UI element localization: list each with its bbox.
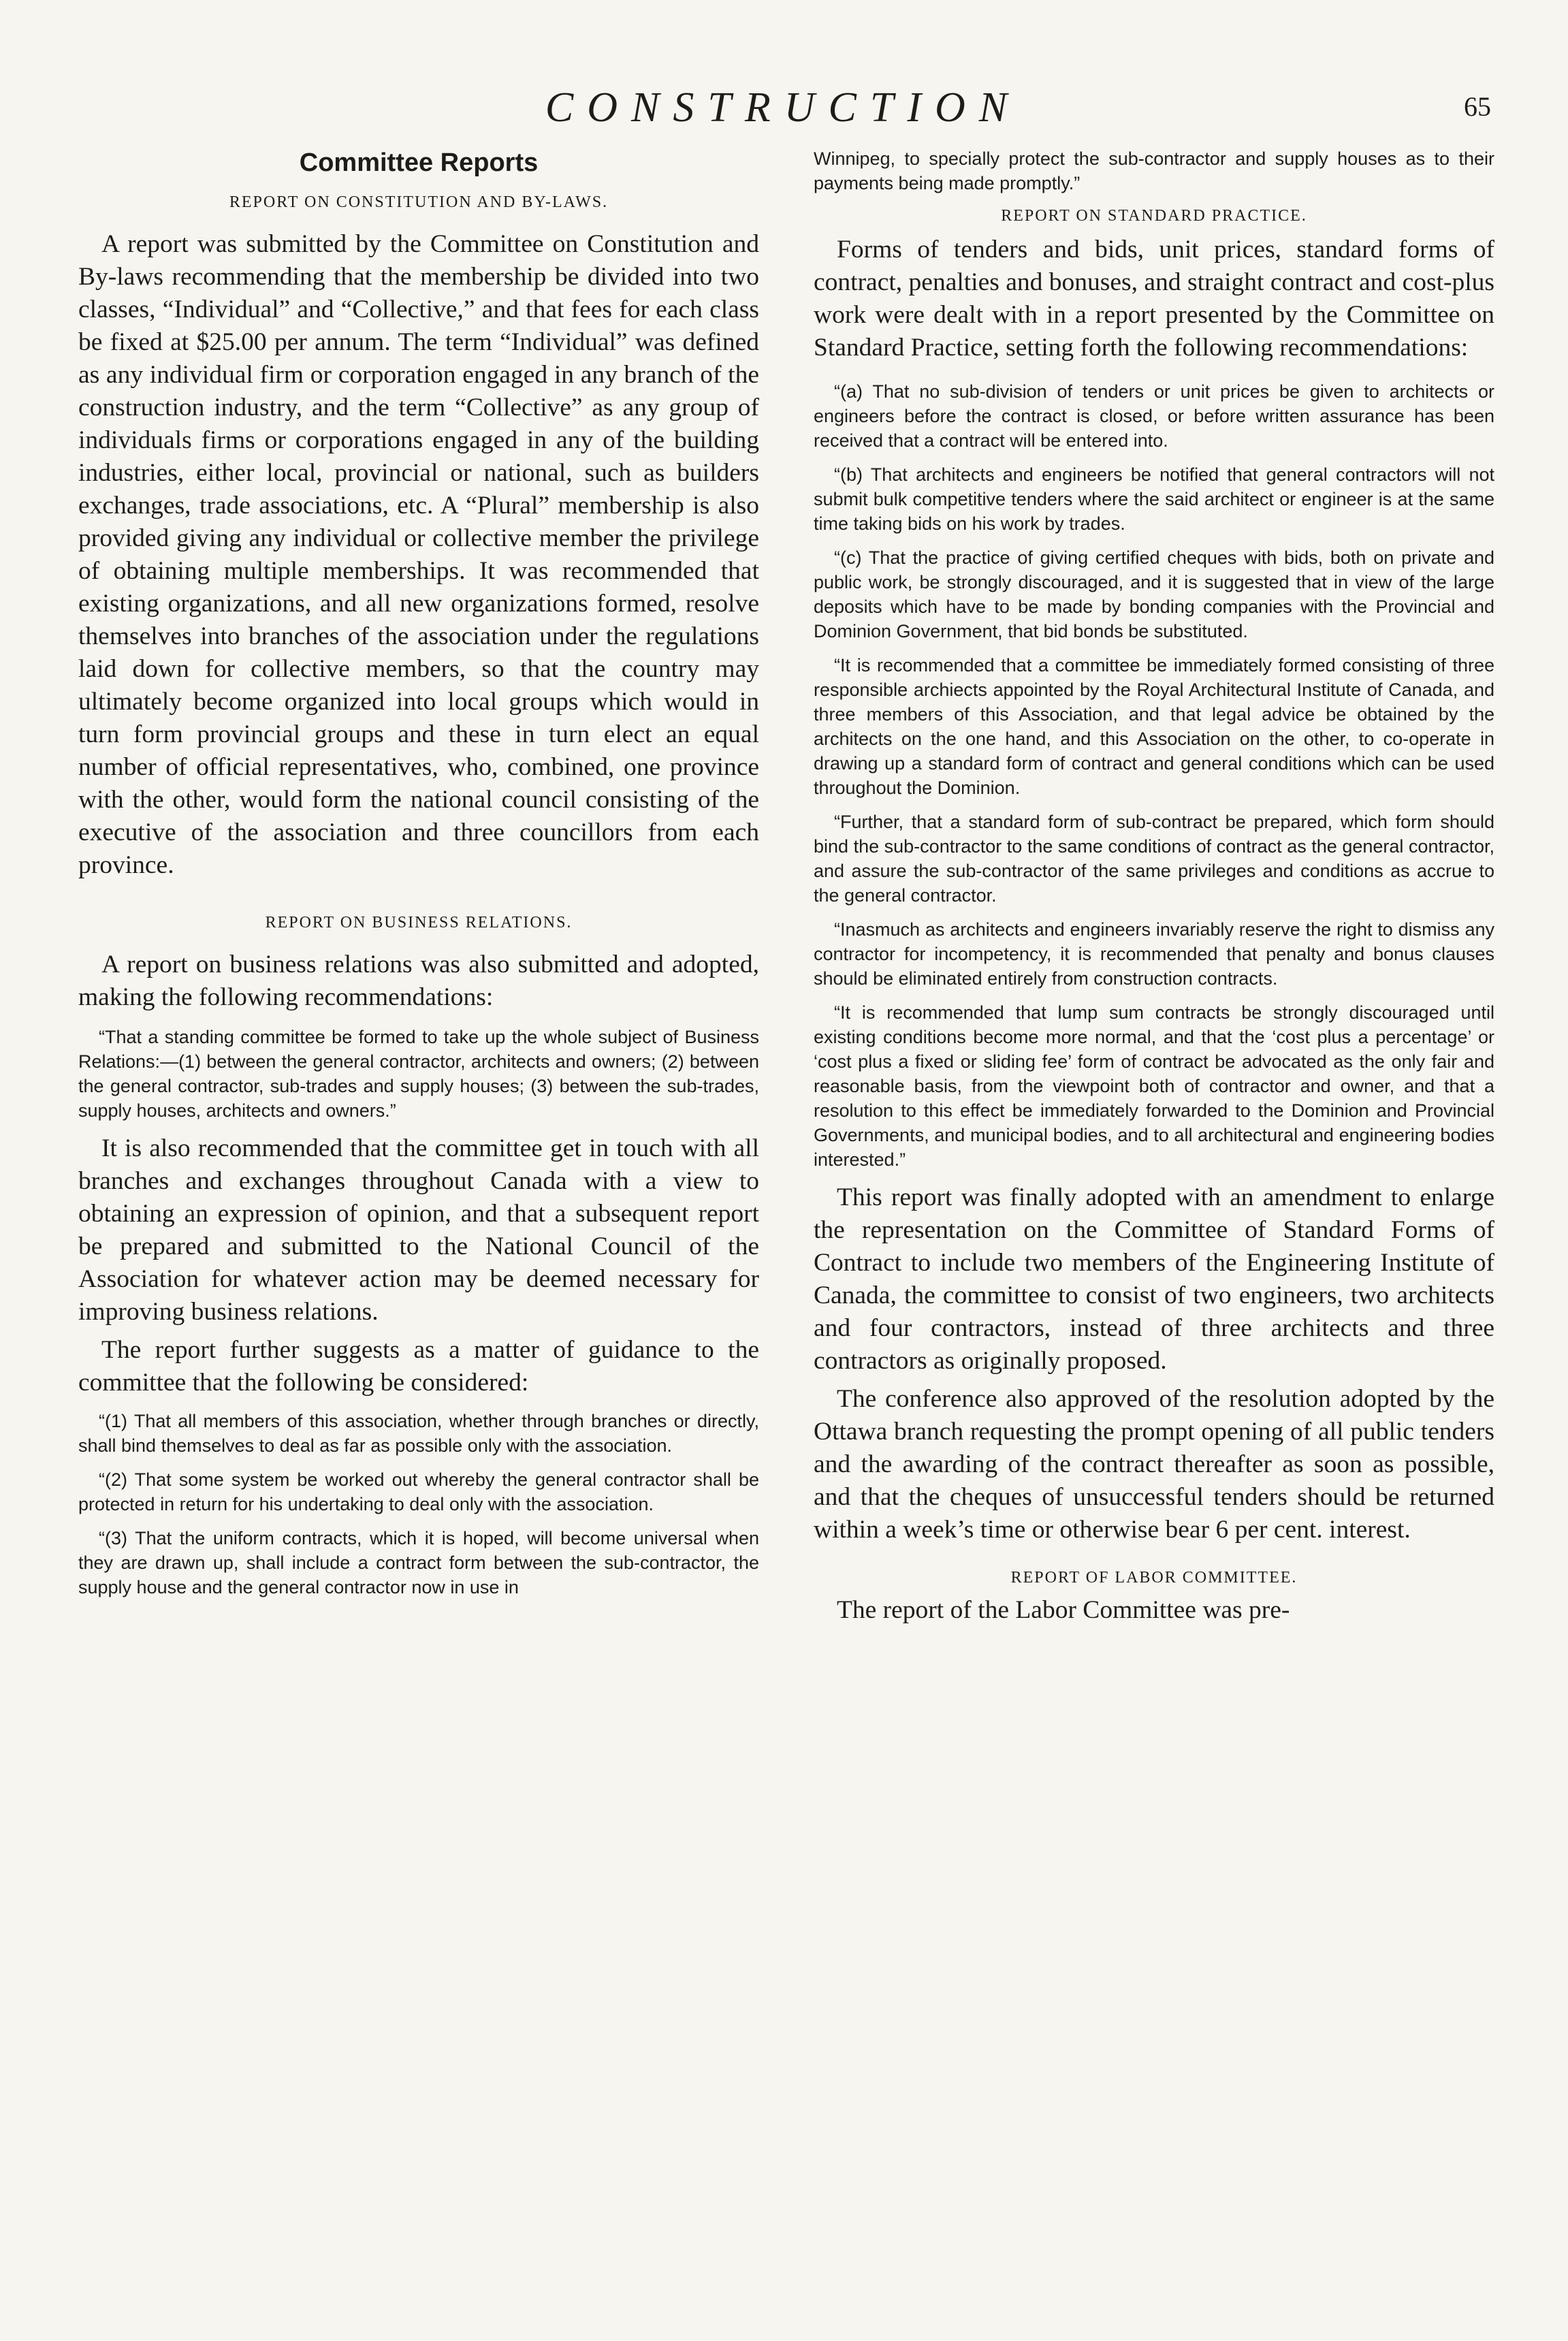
subheading-constitution: REPORT ON CONSTITUTION AND BY-LAWS. [229,193,609,211]
subheading-standard-practice: REPORT ON STANDARD PRACTICE. [1001,207,1307,225]
paragraph-standard-practice: Forms of tenders and bids, unit prices, standard forms of contract, penalties and bonuses, and straight contract and cost-plus work were dealt with in a report presented by the Committee on Standard Practice, setting forth the following recommendations: [814,236,1494,362]
paragraph-ottawa-resolution: The conference also approved of the resolution adopted by the Ottawa branch requesting the prompt opening of all public tenders and the awarding of the contract thereafter as soon as possible, and that the cheques of unsuccessful tenders should be returned within a week’s time or otherwise bear 6 per cent. interest. [814,1385,1494,1544]
paragraph-guidance: The report further suggests as a matter of guidance to the committee that the following be considered: [78,1336,759,1397]
paragraph-labor-committee: The report of the Labor Committee was pre- [837,1596,1290,1624]
quote-penalty-bonus: “Inasmuch as architects and engineers invariably reserve the right to dismiss any contractor for incompetency, it is recommended that penalty and bonus clauses should be eliminated entirely from construction contracts. [814,919,1494,989]
subheading-labor-committee: REPORT OF LABOR COMMITTEE. [1010,1569,1298,1587]
journal-title: CONSTRUCTION [545,84,1021,131]
quote-lump-sum: “It is recommended that lump sum contracts be strongly discouraged until existing conditions become more normal, and that the ‘cost plus a percentage’ or ‘cost plus a fixed or sliding fee’ form of contract be advocated as the only fair and reasonable basis, from the viewpoint both of contractor and owner, and that a resolution to this effect be immediately forwarded to the Dominion and Provincial Governments, and municipal bodies, and to all architectural and engineering bodies interested.” [814,1002,1494,1170]
quote-item-2: “(2) That some system be worked out whereby the general contractor shall be protected in return for his undertaking to deal only with the association. [78,1469,759,1514]
quote-sub-contract: “Further, that a standard form of sub-contract be prepared, which form should bind the sub-contractor to the same conditions of contract as the general contractor, and assure the sub-contractor of the same privileges and conditions as accrue to the general contractor. [814,812,1494,906]
running-head [75,80,1491,135]
subheading-business-relations: REPORT ON BUSINESS RELATIONS. [265,914,573,931]
left-column [78,146,759,1609]
paragraph-business-recommend: It is also recommended that the committee get in touch with all branches and exchanges throughout Canada with a view to obtaining an expression of opinion, and that a subsequent report be prepared and submitted to the National Council of the Association for whatever action may be deemed necessary for improving business relations. [78,1134,759,1326]
quote-item-3: “(3) That the uniform contracts, which it is hoped, will become universal when they are drawn up, shall include a contract form between the sub-contractor, the supply house and the general contractor now in use in [78,1528,759,1597]
paragraph-amendment: This report was finally adopted with an amendment to enlarge the representation on the Committee of Standard Forms of Contract to include two members of the Engineering Institute of Canada, the committee to consist of two engineers, two architects and four contractors, instead of three architects and three contractors as originally proposed. [814,1183,1494,1375]
page-number: 65 [1464,91,1491,122]
right-column [814,146,1494,1632]
quote-committee-formed: “It is recommended that a committee be immediately formed consisting of three responsible archiects appointed by the Royal Architectural Institute of Canada, and three members of this Association, and that legal advice be obtained by the architects on the one hand, and this Association on the other, to co-operate in drawing up a standard form of contract and general conditions which can be used throughout the Dominion. [814,655,1494,798]
section-title: Committee Reports [299,148,539,177]
quote-item-a: “(a) That no sub-division of tenders or unit prices be given to architects or engineers before the contract is closed, or before written assurance has been received that a contract will be entered into. [814,381,1494,451]
paragraph-constitution: A report was submitted by the Committee on Constitution and By-laws recommending that the membership be divided into two classes, “Individual” and “Collective,” and that fees for each class be fixed at $25.00 per annum. The term “Individual” was defined as any individual firm or corporation engaged in any branch of the construction industry, and the term “Collective” as any group of individuals firms or corporations engaged in any of the building industries, either local, provincial or national, such as builders exchanges, trade associations, etc. A “Plural” membership is also provided giving any individual or collective member the privilege of obtaining multiple memberships. It was recommended that existing organizations, and all new organizations formed, resolve themselves into branches of the association under the regulations laid down for collective members, so that the country may ultimately become organized into local groups which would in turn form provincial groups and these in turn elect an equal number of official representatives, who, combined, one province with the other, would form the national council consisting of the executive of the association and three councillors from each province. [78,230,759,879]
paragraph-business-intro: A report on business relations was also submitted and adopted, making the following recommendations: [78,951,759,1011]
quote-item-1: “(1) That all members of this association, whether through branches or directly, shall bind themselves to deal as far as possible only with the association. [78,1411,759,1456]
quote-item-b: “(b) That architects and engineers be notified that general contractors will not submit bulk competitive tenders where the said architect or engineer is at the same time taking bids on his work by trades. [814,464,1494,534]
quote-item-c: “(c) That the practice of giving certified cheques with bids, both on private and public work, be strongly discouraged, and it is suggested that in view of the large deposits which have to be made by bonding companies with the Provincial and Dominion Government, that bid bonds be substituted. [814,547,1494,641]
quote-item-3-continued: Winnipeg, to specially protect the sub-contractor and supply houses as to their payments being made promptly.” [814,148,1494,193]
quote-standing-committee: “That a standing committee be formed to take up the whole subject of Business Relations:—(1) between the general contractor, architects and owners; (2) between the general contractor, sub-trades and supply houses; (3) between the sub-trades, supply houses, architects and owners.” [78,1027,759,1121]
